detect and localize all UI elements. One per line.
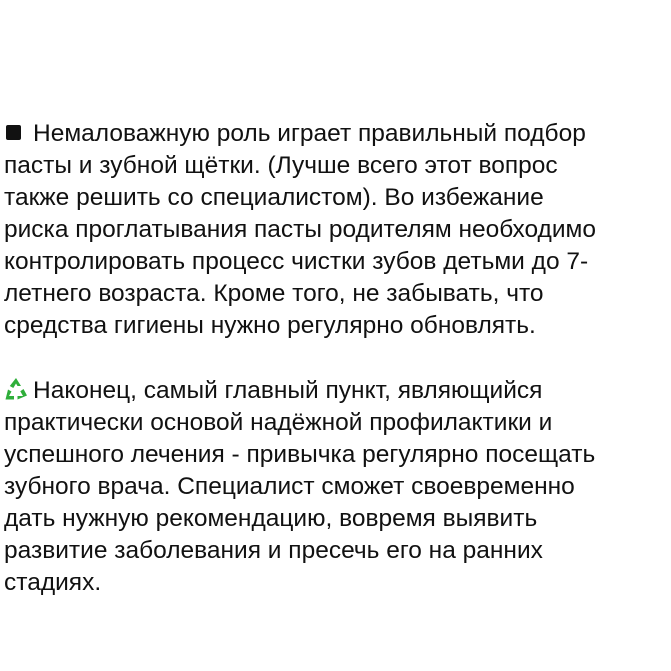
- paragraph-line: зубного врача. Специалист сможет своевременно: [4, 473, 575, 500]
- paragraph-line: контролировать процесс чистки зубов детьми до 7-: [4, 248, 589, 275]
- paragraph-toothpaste: [0, 118, 671, 342]
- paragraph-dentist-visits: [0, 375, 671, 599]
- black-square-icon: [6, 125, 21, 140]
- paragraph-line: риска проглатывания пасты родителям необходимо: [4, 216, 596, 243]
- paragraph-line: пасты и зубной щётки. (Лучше всего этот вопрос: [4, 152, 558, 179]
- paragraph-line: также решить со специалистом). Во избежание: [4, 184, 544, 211]
- paragraph-line: [0, 375, 671, 407]
- paragraph-line: стадиях.: [4, 569, 102, 596]
- paragraph-line: дать нужную рекомендацию, вовремя выявить: [4, 505, 538, 532]
- recycle-icon: [2, 375, 30, 403]
- paragraph-line: летнего возраста. Кроме того, не забывать, что: [4, 280, 544, 307]
- paragraph-line: [0, 118, 671, 150]
- line-text: Наконец, самый главный пункт, являющийся: [33, 377, 543, 404]
- paragraph-line: успешного лечения - привычка регулярно посещать: [4, 441, 596, 468]
- line-text: Немаловажную роль играет правильный подбор: [33, 120, 586, 147]
- paragraph-line: средства гигиены нужно регулярно обновлять.: [4, 312, 536, 339]
- paragraph-line: развитие заболевания и пресечь его на ранних: [4, 537, 543, 564]
- paragraph-line: практически основой надёжной профилактики и: [4, 409, 553, 436]
